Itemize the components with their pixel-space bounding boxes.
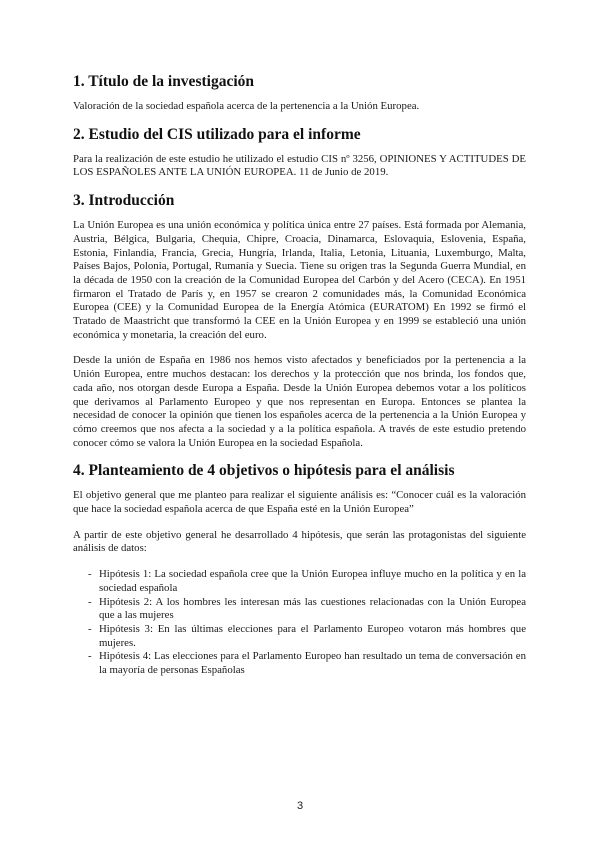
intro-paragraph-1: La Unión Europea es una unión económica y política única entre 27 países. Está formada por Alemania, Austria, Bélgica, Bulgaria, Chequia, Chipre, Croacia, Dinamarca, Eslovaquia, Eslovenia, España, Estonia, Finlandia, Francia, Grecia, Hungría, Irlanda, Italia, Letonia, Lituania, Luxemburgo, Malta, Países Bajos, Polonia, Portugal, Rumanía y Suecia. Tiene su origen tras la Segunda Guerra Mundial, en la década de 1950 con la creación de la Comunidad Europea del Carbón y del Acero (CECA). En 1951 firmaron el Tratado de París y, en 1957 se crearon 2 comunidades más, la Comunidad Económica Europea (CEE) y la Comunidad Europea de la Energía Atómica (EURATOM) En 1992 se firmó el Tratado de Maastricht que transformó la CEE en la Unión Europea y en 1999 se estableció una unión económica y monetaria, la creación del euro.: [73, 219, 526, 341]
section-heading-1: 1. Título de la investigación: [73, 73, 254, 90]
section-heading-3: 3. Introducción: [73, 192, 175, 210]
section-2-paragraph: Para la realización de este estudio he utilizado el estudio CIS nº 3256, OPINIONES Y ACTITUDES DE LOS ESPAÑOLES ANTE LA UNIÓN EUROPEA. 11 de Junio de 2019.: [73, 152, 526, 179]
hypothesis-4: Hipótesis 4: Las elecciones para el Parlamento Europeo han resultado un tema de conversación en la mayoría de personas Españolas: [99, 650, 526, 677]
intro-paragraph-2: Desde la unión de España en 1986 nos hemos visto afectados y beneficiados por la pertenencia a la Unión Europea, entre muchos destacan: los derechos y la protección que nos brinda, los fondos que, cada año, nos otorgan desde Europa a España. Desde la Unión Europea debemos votar a los políticos que derivamos al Parlamento Europeo y que nos representan en Europa. Entonces se plantea la necesidad de conocer la opinión que tienen los españoles acerca de la pertenencia a la Unión Europea y cómo creemos que nos afecta a la sociedad y a la política española. A través de este estudio pretendo conocer cómo se valora la Unión Europea en la sociedad Española.: [73, 354, 526, 449]
hypothesis-3: Hipótesis 3: En las últimas elecciones para el Parlamento Europeo votaron más hombres que mujeres.: [99, 622, 526, 649]
section-1-paragraph: Valoración de la sociedad española acerca de la pertenencia a la Unión Europea.: [73, 100, 420, 112]
list-item: [73, 568, 526, 595]
hypothesis-2: Hipótesis 2: A los hombres les interesan más las cuestiones relacionadas con la Unión Europea que a las mujeres: [99, 595, 526, 622]
hypothesis-1: Hipótesis 1: La sociedad española cree que la Unión Europea influye mucho en la política y en la sociedad española: [99, 568, 526, 594]
list-dash: -: [88, 622, 92, 635]
section-hypotheses: [73, 462, 526, 677]
hypotheses-list: [73, 568, 526, 678]
section-heading-4: 4. Planteamiento de 4 objetivos o hipótesis para el análisis: [73, 462, 455, 480]
list-item: [73, 650, 526, 677]
section-title: [73, 73, 526, 114]
page-content: [73, 64, 526, 685]
section-introduction: [73, 192, 526, 450]
list-item: [73, 623, 526, 650]
section-study: [73, 126, 526, 180]
hypotheses-intro-paragraph: A partir de este objetivo general he desarrollado 4 hipótesis, que serán las protagonistas del siguiente análisis de datos:: [73, 528, 526, 555]
list-dash: -: [88, 595, 92, 608]
objective-paragraph: El objetivo general que me planteo para realizar el siguiente análisis es: “Conocer cuál es la valoración que hace la sociedad española acerca de que España esté en la Unión Europea”: [73, 489, 526, 516]
page-number: 3: [296, 800, 304, 812]
section-heading-2: 2. Estudio del CIS utilizado para el informe: [73, 125, 361, 143]
list-item: [73, 596, 526, 623]
list-dash: -: [88, 650, 92, 663]
list-dash: -: [88, 568, 92, 581]
